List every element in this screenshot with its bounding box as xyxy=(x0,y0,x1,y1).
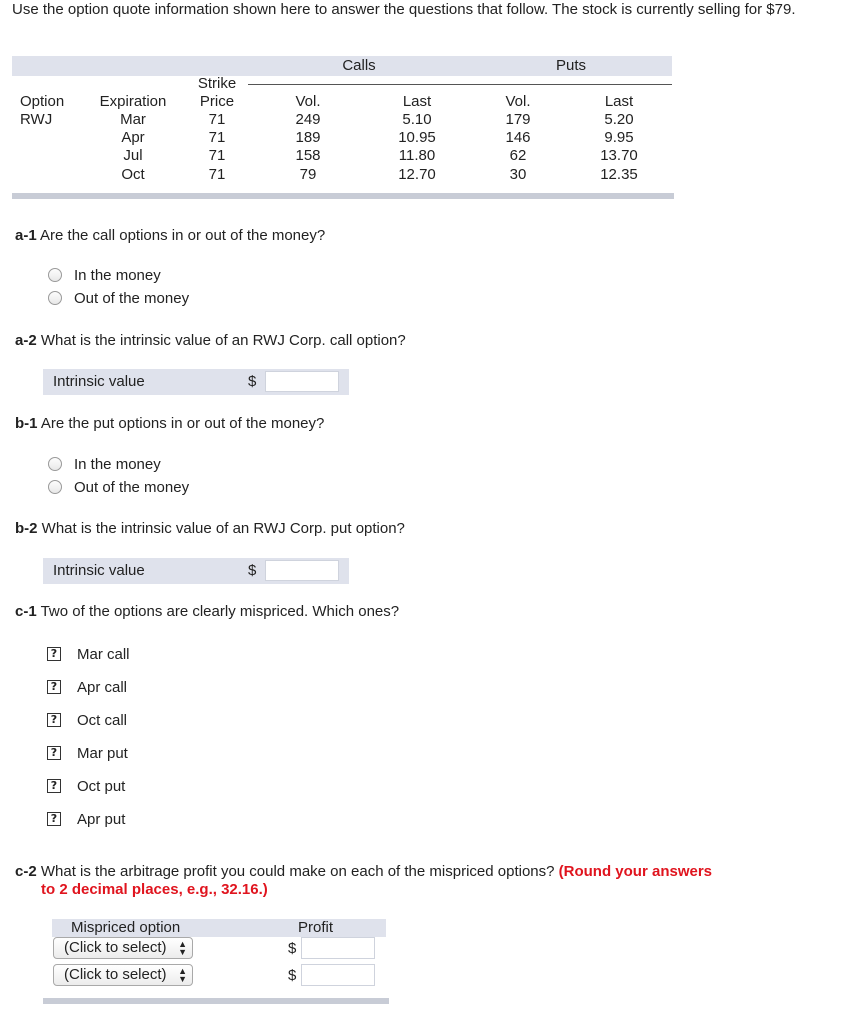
ticker-cell: RWJ xyxy=(20,111,53,128)
b1-option-out-of-the-money[interactable] xyxy=(48,477,189,497)
strike-header-bottom: Price xyxy=(199,93,235,110)
question-text: Are the put options in or out of the money? xyxy=(40,415,325,432)
choice-label: Apr put xyxy=(77,810,126,828)
call-vol-column xyxy=(275,111,341,184)
intrinsic-value-label: Intrinsic value xyxy=(53,373,145,390)
select-value: (Click to select) xyxy=(64,939,167,956)
table-cell: 11.80 xyxy=(398,147,436,165)
choice-label: Oct call xyxy=(77,711,128,729)
table-cell: 189 xyxy=(295,129,321,147)
table-cell: 79 xyxy=(299,165,317,183)
radio-label: Out of the money xyxy=(74,289,190,307)
call-last-column xyxy=(384,111,450,184)
table-cell: Oct xyxy=(121,165,145,183)
question-text: What is the intrinsic value of an RWJ Corp. call option? xyxy=(40,332,406,349)
a1-option-out-of-the-money[interactable] xyxy=(48,288,189,308)
radio-label: Out of the money xyxy=(74,478,190,496)
table-cell: 62 xyxy=(509,147,527,165)
choice-label: Oct put xyxy=(77,777,126,795)
table-cell: 9.95 xyxy=(604,129,634,147)
table-cell: 71 xyxy=(208,147,226,165)
c1-choice-oct-call[interactable] xyxy=(47,710,127,730)
question-number: a-1 xyxy=(15,227,37,244)
rounding-instruction: (Round your answers xyxy=(558,863,713,880)
profit-header: Profit xyxy=(298,919,334,936)
c1-choice-oct-put[interactable] xyxy=(47,776,125,796)
put-last-column xyxy=(586,111,652,184)
puts-header: Puts xyxy=(555,57,586,74)
choice-label: Mar call xyxy=(77,645,130,663)
table-cell: 13.70 xyxy=(600,147,638,165)
profit-input-2[interactable] xyxy=(301,964,375,986)
question-text: Are the call options in or out of the money? xyxy=(40,227,326,244)
select-arrows-icon: ▲ ▼ xyxy=(178,966,187,984)
table-cell: 158 xyxy=(295,147,321,165)
c1-choice-apr-put[interactable] xyxy=(47,809,125,829)
dollar-sign: $ xyxy=(288,940,297,957)
a2-intrinsic-value-row xyxy=(43,369,349,395)
question-mark-icon[interactable]: ? xyxy=(47,680,61,694)
dollar-sign: $ xyxy=(248,562,257,579)
radio-label: In the money xyxy=(74,266,161,284)
mispriced-option-header: Mispriced option xyxy=(71,919,181,936)
question-mark-icon[interactable]: ? xyxy=(47,779,61,793)
question-text: What is the intrinsic value of an RWJ Corp. put option? xyxy=(41,520,405,537)
c1-choice-apr-call[interactable] xyxy=(47,677,127,697)
table-cell: 71 xyxy=(208,129,226,147)
calls-header: Calls xyxy=(342,57,376,74)
table-cell: Jul xyxy=(123,147,143,165)
call-vol-header: Vol. xyxy=(295,93,321,110)
radio-button[interactable] xyxy=(48,268,62,282)
table-cell: Mar xyxy=(120,111,146,128)
put-vol-header: Vol. xyxy=(505,93,531,110)
dollar-sign: $ xyxy=(248,373,257,390)
intro-text: Use the option quote information shown here to answer the questions that follow. The stock is currently selling for $79. xyxy=(12,1,796,18)
call-last-header: Last xyxy=(402,93,432,110)
table-cell: 5.10 xyxy=(402,111,432,128)
strike-column xyxy=(188,111,246,184)
radio-button[interactable] xyxy=(48,457,62,471)
table-cell: 249 xyxy=(295,111,321,128)
expiration-column xyxy=(90,111,176,184)
table-cell: 10.95 xyxy=(398,129,436,147)
dollar-sign: $ xyxy=(288,967,297,984)
radio-label: In the money xyxy=(74,455,161,473)
table-cell: 12.70 xyxy=(398,165,436,183)
question-number: a-2 xyxy=(15,332,37,349)
put-vol-column xyxy=(485,111,551,184)
question-mark-icon[interactable]: ? xyxy=(47,812,61,826)
c1-choice-mar-put[interactable] xyxy=(47,743,128,763)
quote-header-rule xyxy=(248,84,672,85)
profit-input-1[interactable] xyxy=(301,937,375,959)
choice-label: Apr call xyxy=(77,678,128,696)
table-cell: Apr xyxy=(121,129,145,147)
table-cell: 5.20 xyxy=(604,111,634,128)
b2-intrinsic-value-row xyxy=(43,558,349,584)
question-text: What is the arbitrage profit you could make on each of the mispriced options? xyxy=(40,863,555,880)
strike-header-top: Strike xyxy=(197,75,237,92)
table-cell: 71 xyxy=(208,111,226,128)
question-number: b-2 xyxy=(15,520,38,537)
question-text: Two of the options are clearly mispriced. Which ones? xyxy=(40,603,400,620)
question-b2 xyxy=(15,520,405,537)
mispriced-option-select-1[interactable] xyxy=(53,937,193,959)
put-last-header: Last xyxy=(604,93,634,110)
radio-button[interactable] xyxy=(48,291,62,305)
mispriced-option-select-2[interactable] xyxy=(53,964,193,986)
question-c1 xyxy=(15,603,399,620)
table-cell: 30 xyxy=(509,165,527,183)
question-number: c-2 xyxy=(15,863,37,880)
select-value: (Click to select) xyxy=(64,966,167,983)
question-c2 xyxy=(15,863,712,880)
choice-label: Mar put xyxy=(77,744,128,762)
expiration-header: Expiration xyxy=(99,93,167,110)
select-arrows-icon: ▲ ▼ xyxy=(178,939,187,957)
question-b1 xyxy=(15,415,324,432)
a2-intrinsic-value-input[interactable] xyxy=(265,371,339,392)
question-mark-icon[interactable]: ? xyxy=(47,647,61,661)
a1-option-in-the-money[interactable] xyxy=(48,265,161,285)
rounding-instruction-continued: to 2 decimal places, e.g., 32.16.) xyxy=(41,881,268,898)
c1-choice-mar-call[interactable] xyxy=(47,644,130,664)
question-a1 xyxy=(15,227,325,244)
table-cell: 71 xyxy=(208,165,226,183)
question-mark-icon[interactable]: ? xyxy=(47,713,61,727)
option-header: Option xyxy=(20,93,65,110)
radio-button[interactable] xyxy=(48,480,62,494)
question-number: b-1 xyxy=(15,415,38,432)
intrinsic-value-label: Intrinsic value xyxy=(53,562,145,579)
b1-option-in-the-money[interactable] xyxy=(48,454,161,474)
question-a2 xyxy=(15,332,406,349)
table-cell: 12.35 xyxy=(600,165,638,183)
mispriced-table-footer-bar xyxy=(43,998,389,1004)
question-mark-icon[interactable]: ? xyxy=(47,746,61,760)
b2-intrinsic-value-input[interactable] xyxy=(265,560,339,581)
mispriced-table-header xyxy=(52,919,386,937)
table-cell: 146 xyxy=(505,129,531,147)
quote-table-footer-bar xyxy=(12,193,674,199)
question-number: c-1 xyxy=(15,603,37,620)
table-cell: 179 xyxy=(505,111,531,128)
